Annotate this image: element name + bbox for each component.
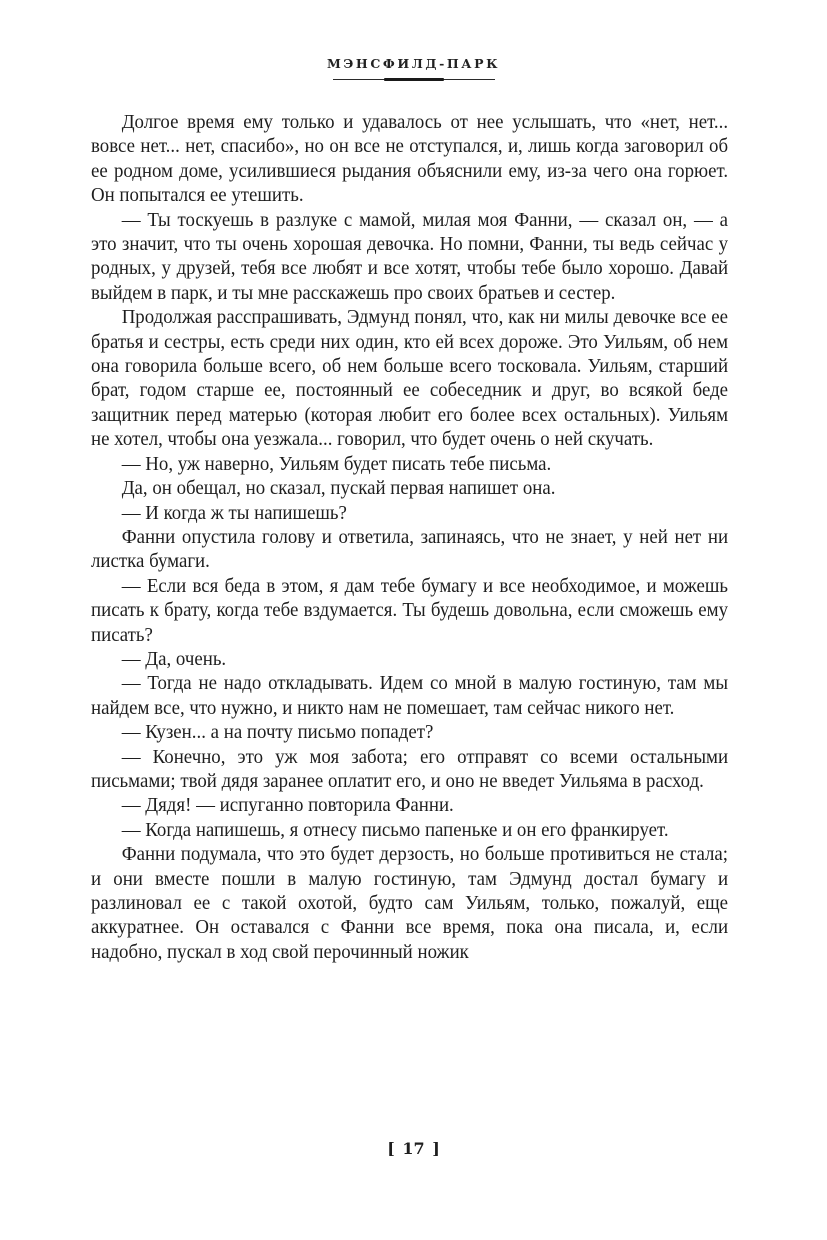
paragraph: — Конечно, это уж моя забота; его отправят со всеми остальными письмами; твой дядя заранее оплатит его, и оно не введет Уильяма в расход. bbox=[91, 745, 729, 792]
paragraph: Фанни подумала, что это будет дерзость, но больше противиться не стала; и они вместе пошли в малую гостиную, там Эдмунд достал бумагу и разлиновал ее с такой охотой, будто сам Уильям, только, пожалуй, еще аккуратнее. Он оставался с Фанни все время, пока она писала, и, если надобно, пускал в ход свой перочинный ножик bbox=[91, 843, 729, 963]
page-header bbox=[0, 56, 827, 82]
paragraph: — Да, очень. bbox=[121, 647, 227, 670]
header-ornament-rule bbox=[333, 78, 495, 82]
header-rule-thick bbox=[384, 78, 444, 81]
running-title: МЭНСФИЛД-ПАРК bbox=[326, 56, 501, 71]
body-text-inner bbox=[91, 110, 728, 964]
paragraph: — Ты тоскуешь в разлуке с мамой, милая моя Фанни, — сказал он, — а это значит, что ты очень хорошая девочка. Но помни, Фанни, ты ведь сейчас у родных, у друзей, тебя все любят и все хотят, чтобы тебе было хорошо. Давай выйдем в парк, и ты мне расскажешь про своих братьев и сестер. bbox=[91, 208, 729, 304]
paragraph: — Когда напишешь, я отнесу письмо папеньке и он его франкирует. bbox=[121, 818, 669, 841]
paragraph: — И когда ж ты напишешь? bbox=[121, 501, 347, 524]
page-number: [ 17 ] bbox=[387, 1139, 440, 1158]
body-text bbox=[91, 110, 729, 964]
paragraph: — Тогда не надо откладывать. Идем со мной в малую гостиную, там мы найдем все, что нужно, и никто нам не помешает, там сейчас никого нет. bbox=[91, 672, 729, 719]
paragraph: — Но, уж наверно, Уильям будет писать тебе письма. bbox=[121, 452, 552, 475]
paragraph: Фанни опустила голову и ответила, запинаясь, что не знает, у ней нет ни листка бумаги. bbox=[91, 525, 729, 573]
paragraph: — Дядя! — испуганно повторила Фанни. bbox=[121, 794, 454, 817]
paragraph: Продолжая расспрашивать, Эдмунд понял, что, как ни милы девочке все ее братья и сестры, есть среди них один, кто ей всех дороже. Это Уильям, об нем она говорила больше всего, об нем больше всего тосковала. Уильям, старший брат, годом старше ее, постоянный ее собеседник и друг, во всякой беде защитник перед матерью (которая любит его более всех остальных). Уильям не хотел, чтобы она уезжала... говорил, что будет очень о ней скучать. bbox=[91, 306, 729, 451]
paragraph: Долгое время ему только и удавалось от нее услышать, что «нет, нет... вовсе нет... нет, спасибо», но он все не отступался, и, лишь когда заговорил об ее родном доме, усилившиеся рыдания объяснили ему, из-за чего она горюет. Он попытался ее утешить. bbox=[91, 111, 729, 207]
paragraph: — Если вся беда в этом, я дам тебе бумагу и все необходимое, и можешь писать к брату, когда тебе вздумается. Ты будешь довольна, если сможешь ему писать? bbox=[91, 574, 729, 646]
paragraph: Да, он обещал, но сказал, пускай первая напишет она. bbox=[121, 477, 556, 500]
paragraph: — Кузен... а на почту письмо попадет? bbox=[121, 721, 434, 744]
